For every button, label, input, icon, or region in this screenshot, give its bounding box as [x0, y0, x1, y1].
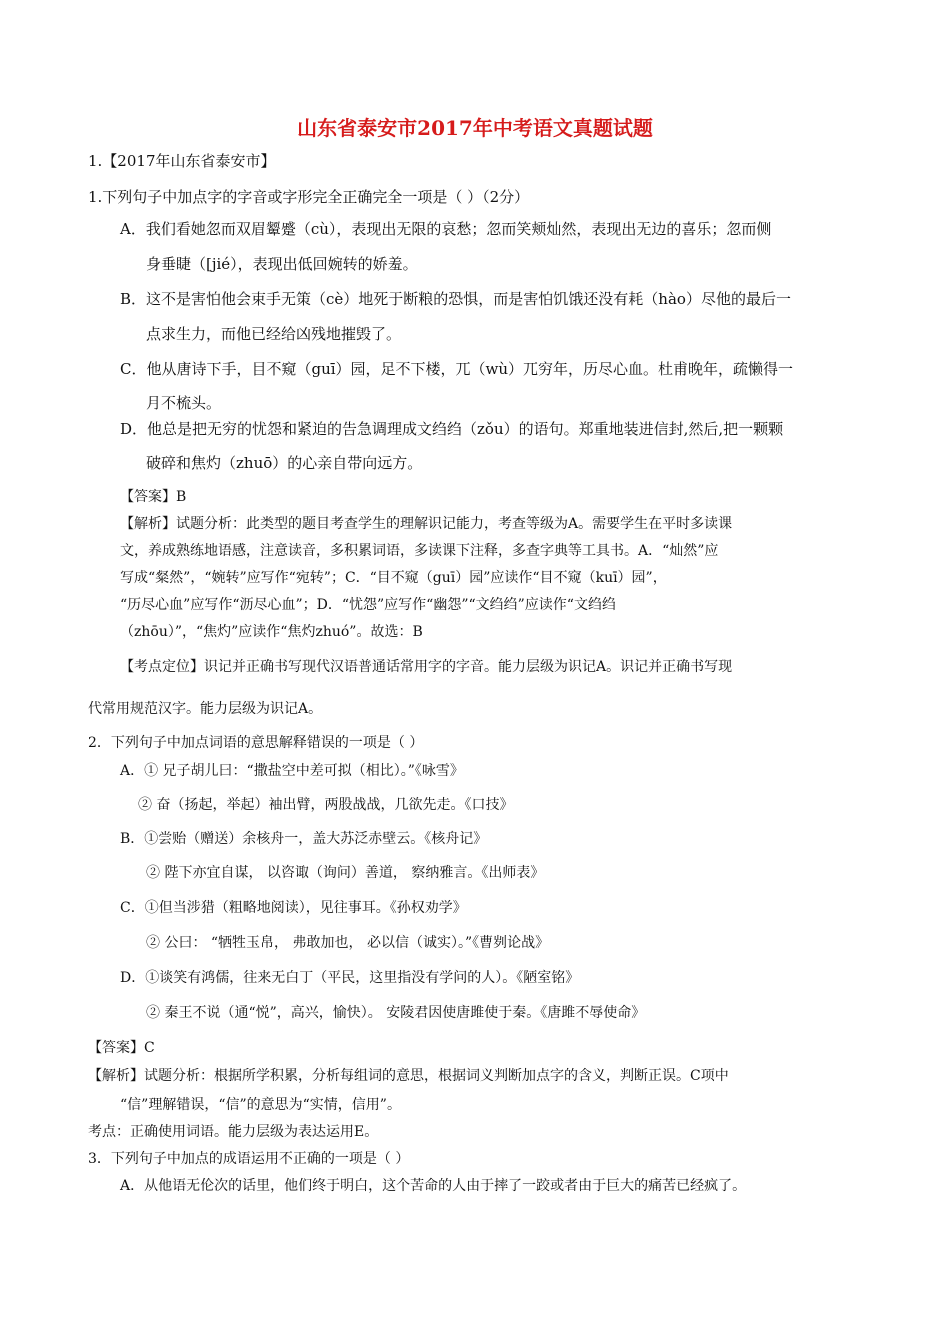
q2-stem: 2．下列句子中加点词语的意思解释错误的一项是（ ）: [88, 735, 424, 751]
q1-option-a-line1: A．我们看她忽而双眉颦蹙（cù），表现出无限的哀愁；忽而笑颊灿然，表现出无边的喜乐；忽而侧: [120, 220, 772, 238]
q1-analysis-line4: “历尽心血”应写作“沥尽心血”；D．“忧怨”应写作“幽怨”“文绉绉”应读作“文绉绉: [120, 597, 616, 613]
q1-option-a-line2: 身垂睫（[jié），表现出低回婉转的娇羞。: [146, 255, 418, 273]
q2-option-d-line2: ② 秦王不说（通“悦”，高兴，愉快）。 安陵君因使唐雎使于秦。《唐雎不辱使命》: [146, 1005, 646, 1021]
q2-option-d-line1: D．①谈笑有鸿儒，往来无白丁（平民，这里指没有学问的人）。《陋室铭》: [120, 970, 580, 986]
q2-option-a-line1: A．① 兄子胡儿曰：“撒盐空中差可拟（相比）。”《咏雪》: [120, 763, 464, 779]
q1-point-line2: 代常用规范汉字。能力层级为识记A。: [88, 701, 323, 717]
q1-option-b-line1: B．这不是害怕他会束手无策（cè）地死于断粮的恐惧，而是害怕饥饿还没有耗（hào）尽他的最后一: [120, 290, 791, 308]
q1-analysis-line2: 文，养成熟练地语感，注意读音，多积累词语，多读课下注释，多查字典等工具书。A．“灿然”应: [120, 543, 719, 559]
q1-analysis-line5: （zhōu）”，“焦灼”应读作“焦灼zhuó”。故选：B: [120, 624, 423, 640]
source-tag: 1.【2017年山东省泰安市】: [88, 152, 276, 170]
q2-analysis-line2: “信”理解错误，“信”的意思为“实情，信用”。: [120, 1097, 401, 1113]
q3-stem: 3．下列句子中加点的成语运用不正确的一项是（ ）: [88, 1151, 410, 1167]
q1-answer: 【答案】B: [120, 489, 187, 505]
q2-analysis-line1: 【解析】试题分析：根据所学积累，分析每组词的意思，根据词义判断加点字的含义，判断正误。C项中: [88, 1068, 729, 1084]
q1-option-c-line2: 月不梳头。: [146, 394, 222, 412]
q1-option-d-line2: 破碎和焦灼（zhuō）的心亲自带向远方。: [146, 454, 423, 472]
q2-answer: 【答案】C: [88, 1040, 155, 1056]
q3-option-a-line1: A．从他语无伦次的话里，他们终于明白，这个苦命的人由于摔了一跤或者由于巨大的痛苦已经疯了。: [120, 1178, 747, 1194]
q2-option-a-line2: ② 奋（扬起，举起）袖出臂，两股战战，几欲先走。《口技》: [138, 797, 514, 813]
q1-option-c-line1: C．他从唐诗下手，目不窥（guī）园，足不下楼，兀（wù）兀穷年，历尽心血。杜甫晚年，疏懒得一: [120, 360, 794, 378]
q1-stem: 1.下列句子中加点字的字音或字形完全正确完全一项是（ ）（2分）: [88, 188, 530, 206]
q2-option-c-line1: C．①但当涉猎（粗略地阅读），见往事耳。《孙权劝学》: [120, 900, 467, 916]
q1-point-line1: 【考点定位】识记并正确书写现代汉语普通话常用字的字音。能力层级为识记A。识记并正确书写现: [120, 659, 733, 675]
q1-option-b-line2: 点求生力，而他已经给凶残地摧毁了。: [146, 325, 402, 343]
q1-analysis-line3: 写成“粲然”，“婉转”应写作“宛转”；C．“目不窥（guī）园”应读作“目不窥（kuī）园”，: [120, 570, 667, 586]
q1-analysis-line1: 【解析】试题分析：此类型的题目考查学生的理解识记能力，考查等级为A。需要学生在平时多读课: [120, 516, 733, 532]
q2-option-b-line1: B．①尝贻（赠送）余核舟一，盖大苏泛赤壁云。《核舟记》: [120, 831, 488, 847]
q1-option-d-line1: D．他总是把无穷的忧怨和紧迫的告急调理成文绉绉（zǒu）的语句。郑重地装进信封,然后,把一颗颗: [120, 420, 784, 438]
q2-option-c-line2: ② 公曰： “牺牲玉帛， 弗敢加也， 必以信（诚实）。”《曹刿论战》: [146, 935, 550, 951]
q2-point: 考点：正确使用词语。能力层级为表达运用E。: [88, 1124, 379, 1140]
q2-option-b-line2: ② 陛下亦宜自谋， 以咨诹（询问）善道， 察纳雅言。《出师表》: [146, 865, 545, 881]
page-title: 山东省泰安市2017年中考语文真题试题: [297, 116, 653, 140]
